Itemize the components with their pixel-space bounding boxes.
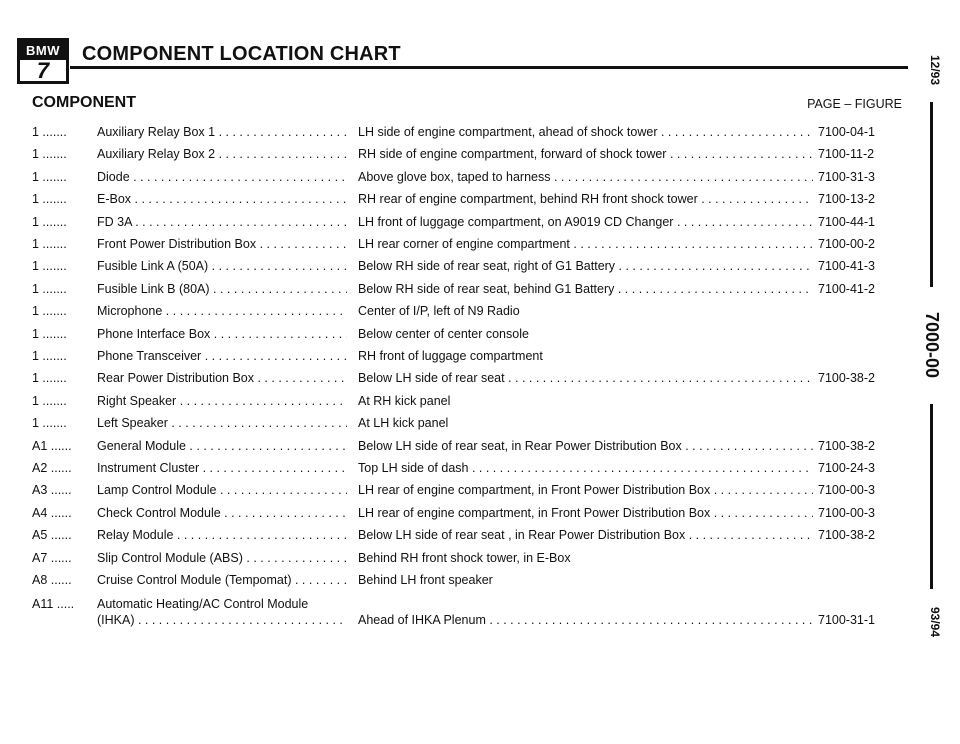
component-cell: Instrument Cluster . . . — [97, 460, 347, 476]
bmw-7-logo — [17, 38, 69, 84]
quantity-cell: A4 ...... — [32, 505, 72, 520]
table-row — [0, 505, 960, 527]
page-title: COMPONENT LOCATION CHART — [82, 43, 401, 65]
component-cell: Diode . . . — [97, 169, 347, 185]
component-column-header: COMPONENT — [32, 94, 136, 111]
quantity-cell: 1 ....... — [32, 214, 67, 229]
component-cell: Fusible Link B (80A) . . . — [97, 281, 347, 297]
component-cell: General Module . . . — [97, 438, 347, 454]
quantity-cell: 1 ....... — [32, 259, 67, 274]
quantity-cell: 1 ....... — [32, 349, 67, 363]
quantity-cell: 1 ....... — [32, 416, 67, 431]
component-cell: Left Speaker . . . — [97, 415, 347, 431]
quantity-cell: A7 ...... — [32, 550, 72, 565]
sidebar-rule-top — [930, 102, 933, 287]
table-row — [0, 550, 960, 572]
component-cell: Lamp Control Module . . . — [97, 482, 347, 498]
page-figure-cell: 7100-41-3 — [818, 259, 875, 274]
location-cell: RH side of engine compartment, forward of shock tower . . . — [358, 146, 813, 162]
page-figure-cell: 7100-04-1 — [818, 125, 875, 139]
location-cell: LH rear of engine compartment, in Front Power Distribution Box . . . — [358, 482, 813, 498]
page-figure-cell: 7100-44-1 — [818, 214, 875, 229]
quantity-cell: 1 ....... — [32, 147, 67, 162]
location-cell: Center of I/P, left of N9 Radio — [358, 304, 520, 319]
component-cell: Relay Module . . . — [97, 527, 347, 543]
logo-brand: BMW — [20, 41, 66, 60]
page-figure-cell: 7100-41-2 — [818, 281, 875, 296]
page-figure-cell: 7100-00-2 — [818, 237, 875, 251]
quantity-cell: 1 ....... — [32, 237, 67, 251]
location-cell: LH front of luggage compartment, on A9019 CD Changer . . . — [358, 214, 813, 230]
quantity-cell: 1 ....... — [32, 326, 67, 341]
quantity-cell: 1 ....... — [32, 304, 67, 319]
table-row — [0, 169, 960, 191]
page-figure-cell: 7100-13-2 — [818, 192, 875, 207]
location-cell: Below RH side of rear seat, right of G1 Battery . . . — [358, 258, 813, 274]
quantity-cell: 1 ....... — [32, 393, 67, 408]
table-row — [0, 348, 960, 370]
location-cell: Below center of center console — [358, 326, 529, 341]
quantity-cell: A3 ...... — [32, 483, 72, 498]
page-figure-cell: 7100-00-3 — [818, 483, 875, 498]
table-row — [0, 438, 960, 460]
title-rule — [70, 66, 908, 69]
location-cell: LH rear corner of engine compartment . . . — [358, 236, 813, 252]
component-cell: Check Control Module . . . — [97, 505, 347, 521]
page-figure-cell: 7100-38-2 — [818, 528, 875, 543]
page-figure-cell: 7100-38-2 — [818, 371, 875, 386]
table-row — [0, 572, 960, 594]
quantity-cell: A5 ...... — [32, 528, 72, 543]
table-row — [0, 191, 960, 213]
quantity-cell: 1 ....... — [32, 169, 67, 184]
page-figure-cell: 7100-31-3 — [818, 169, 875, 184]
logo-number: 7 — [36, 58, 50, 83]
table-row — [0, 214, 960, 236]
quantity-cell: 1 ....... — [32, 192, 67, 207]
location-cell: Below LH side of rear seat , in Rear Power Distribution Box . . . — [358, 527, 813, 543]
sidebar-rule-bottom — [930, 404, 933, 589]
table-row — [0, 482, 960, 504]
location-cell: Ahead of IHKA Plenum . . . — [358, 612, 813, 628]
date-bottom: 93/94 — [928, 606, 942, 638]
table-row — [0, 393, 960, 415]
table-row — [0, 281, 960, 303]
page-figure-cell: 7100-31-1 — [818, 613, 875, 628]
location-cell: Below LH side of rear seat . . . — [358, 370, 813, 386]
page-figure-cell: 7100-38-2 — [818, 438, 875, 453]
location-cell: Behind RH front shock tower, in E-Box — [358, 550, 571, 565]
component-cell: Auxiliary Relay Box 1 . . . — [97, 124, 347, 140]
component-cell: Right Speaker . . . — [97, 393, 347, 409]
quantity-cell: 1 ....... — [32, 371, 67, 386]
quantity-cell: A2 ...... — [32, 461, 72, 475]
component-cell: Phone Transceiver . . . — [97, 348, 347, 364]
section-sidebar — [922, 40, 942, 650]
location-cell: Below RH side of rear seat, behind G1 Battery . . . — [358, 281, 813, 297]
component-cell: Slip Control Module (ABS) . . . — [97, 550, 347, 566]
location-cell: Top LH side of dash . . . — [358, 460, 813, 476]
location-cell: Above glove box, taped to harness . . . — [358, 169, 813, 185]
page-figure-column-header: PAGE – FIGURE — [807, 97, 902, 111]
component-cell: Fusible Link A (50A) . . . — [97, 258, 347, 274]
location-cell: RH front of luggage compartment — [358, 349, 543, 363]
table-row — [0, 236, 960, 258]
component-cell: Microphone . . . — [97, 303, 347, 319]
table-row — [0, 326, 960, 348]
section-number: 7000-00 — [922, 311, 942, 379]
component-cell: FD 3A . . . — [97, 214, 347, 230]
component-cell: Auxiliary Relay Box 2 . . . — [97, 146, 347, 162]
table-row — [0, 370, 960, 392]
location-cell: At LH kick panel — [358, 416, 449, 431]
component-cell: Automatic Heating/AC Control Module — [97, 597, 309, 612]
location-cell: At RH kick panel — [358, 393, 451, 408]
table-row — [0, 527, 960, 549]
table-row — [0, 303, 960, 325]
quantity-cell: A1 ...... — [32, 438, 72, 453]
date-top: 12/93 — [928, 54, 942, 86]
location-cell: LH side of engine compartment, ahead of shock tower . . . — [358, 124, 813, 140]
component-cell: E-Box . . . — [97, 191, 347, 207]
table-row — [0, 258, 960, 280]
location-cell: LH rear of engine compartment, in Front Power Distribution Box . . . — [358, 505, 813, 521]
table-row — [0, 146, 960, 168]
component-cell: Cruise Control Module (Tempomat) . . . — [97, 572, 347, 588]
page-figure-cell: 7100-00-3 — [818, 505, 875, 520]
page-figure-cell: 7100-24-3 — [818, 461, 875, 475]
quantity-cell: 1 ....... — [32, 281, 67, 296]
table-row — [0, 415, 960, 437]
page-figure-cell: 7100-11-2 — [818, 147, 875, 162]
location-cell: Behind LH front speaker — [358, 573, 493, 587]
location-cell: Below LH side of rear seat, in Rear Power Distribution Box . . . — [358, 438, 813, 454]
table-row — [0, 124, 960, 146]
location-cell: RH rear of engine compartment, behind RH front shock tower . . . — [358, 191, 813, 207]
quantity-cell: 1 ....... — [32, 125, 67, 139]
quantity-cell: A11 ..... — [32, 597, 75, 612]
quantity-cell: A8 ...... — [32, 573, 72, 587]
table-row — [0, 460, 960, 482]
component-cell: Front Power Distribution Box . . . — [97, 236, 347, 252]
component-cell-cont: (IHKA) . . . — [97, 612, 347, 628]
component-cell: Rear Power Distribution Box . . . — [97, 370, 347, 386]
component-cell: Phone Interface Box . . . — [97, 326, 347, 342]
